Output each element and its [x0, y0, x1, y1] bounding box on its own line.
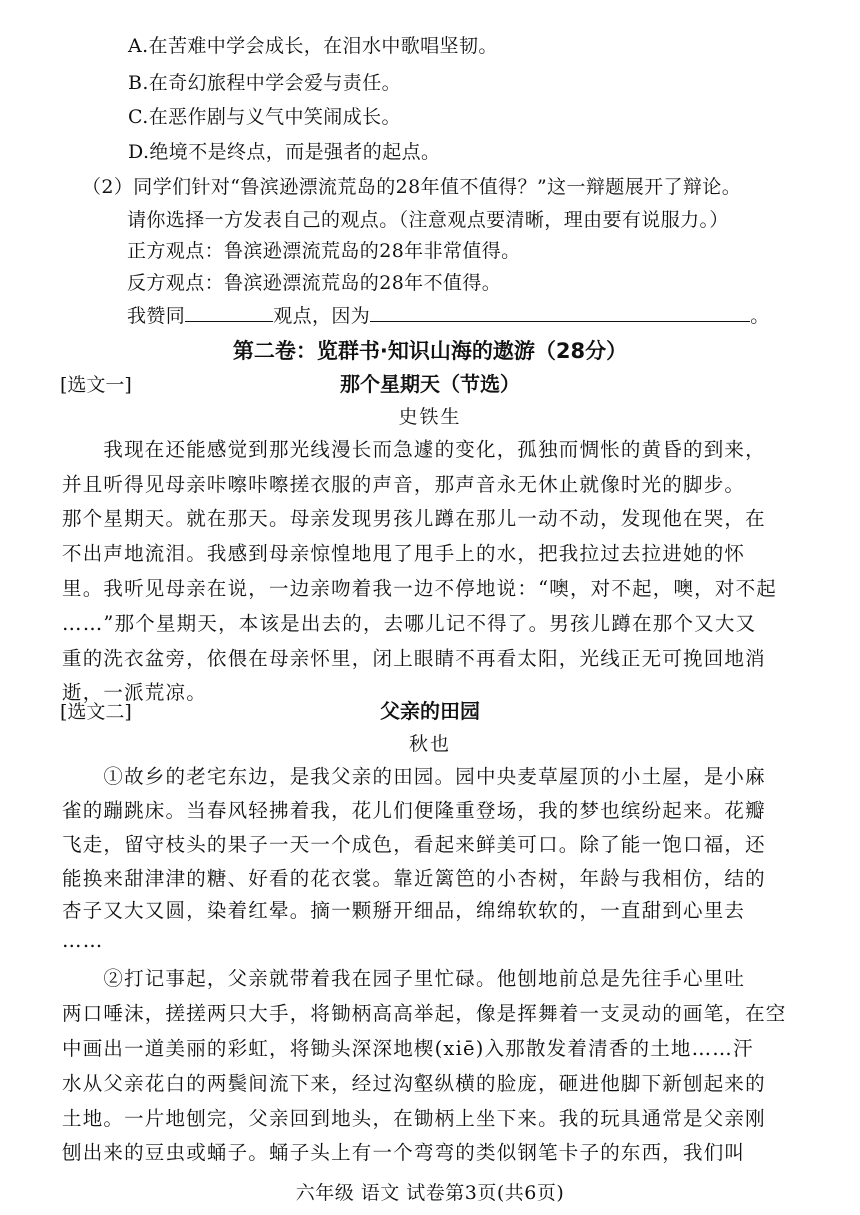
- text1-line: 重的洗衣盆旁，依偎在母亲怀里，闭上眼睛不再看太阳，光线正无可挽回地消: [62, 647, 766, 670]
- text1-line: 那个星期天。就在那天。母亲发现男孩儿蹲在那儿一动不动，发现他在哭，在: [62, 507, 766, 530]
- text2-title: 父亲的田园: [380, 699, 480, 723]
- text2-author: 秋也: [408, 733, 451, 755]
- answer-line: [127, 303, 770, 329]
- text2-para1-line: 雀的蹦跳床。当春风轻拂着我，花儿们便隆重登场，我的梦也缤纷起来。花瓣: [62, 799, 766, 822]
- con-view: 反方观点：鲁滨逊漂流荒岛的28年不值得。: [127, 272, 502, 294]
- question-2-prompt: （2）同学们针对“鲁滨逊漂流荒岛的28年值不值得？”这一辩题展开了辩论。: [82, 176, 742, 198]
- text2-para1-line: 能换来甜津津的糖、好看的花衣裳。靠近篱笆的小杏树，年龄与我相仿，结的: [62, 867, 766, 890]
- agree-end: 。: [750, 305, 770, 327]
- text1-title: 那个星期天（节选）: [340, 372, 520, 396]
- text2-para1-line: 杏子又大又圆，染着红晕。摘一颗掰开细品，绵绵软软的，一直甜到心里去: [62, 899, 746, 922]
- option-b: B.在奇幻旅程中学会爱与责任。: [128, 72, 402, 94]
- text2-para2-line: 土地。一片地刨完，父亲回到地头，在锄柄上坐下来。我的玩具通常是父亲刚: [62, 1107, 766, 1130]
- option-d: D.绝境不是终点，而是强者的起点。: [128, 141, 441, 163]
- text1-line: 不出声地流泪。我感到母亲惊惶地甩了甩手上的水，把我拉过去拉进她的怀: [62, 542, 746, 565]
- text1-line: 并且听得见母亲咔嚓咔嚓搓衣服的声音，那声音永无休止就像时光的脚步。: [62, 473, 746, 496]
- text1-line: 我现在还能感觉到那光线漫长而急遽的变化，孤独而惆怅的黄昏的到来，: [62, 438, 766, 461]
- page-footer: 六年级 语文 试卷第3页(共6页): [295, 1182, 565, 1204]
- question-2-instruction: 请你选择一方发表自己的观点。（注意观点要清晰，理由要有说服力。）: [127, 209, 729, 231]
- pro-view: 正方观点：鲁滨逊漂流荒岛的28年非常值得。: [127, 240, 521, 262]
- text1-line: 逝，一派荒凉。: [62, 681, 207, 704]
- text1-line: ……”那个星期天，本该是出去的，去哪儿记不得了。男孩儿蹲在那个又大又: [62, 612, 757, 635]
- text1-author: 史铁生: [398, 406, 462, 428]
- text2-para1-line: ①故乡的老宅东边，是我父亲的田园。园中央麦草屋顶的小土屋，是小麻: [62, 765, 766, 788]
- option-c: C.在恶作剧与义气中笑闹成长。: [128, 106, 401, 128]
- text2-para2-line: 中画出一道美丽的彩虹，将锄头深深地楔(xiē)入那散发着清香的土地……汗: [62, 1037, 754, 1060]
- text2-para2-line: ②打记事起，父亲就带着我在园子里忙碌。他刨地前总是先往手心里吐: [62, 967, 746, 990]
- text1-line: 里。我听见母亲在说，一边亲吻着我一边不停地说：“噢，对不起，噢，对不起: [62, 577, 777, 600]
- text2-label: [选文二]: [60, 701, 132, 723]
- text2-para1-line: 飞走，留守枝头的果子一天一个成色，看起来鲜美可口。除了能一饱口福，还: [62, 833, 766, 856]
- text1-label: [选文一]: [60, 374, 132, 396]
- text2-para2-line: 水从父亲花白的两鬓间流下来，经过沟壑纵横的脸庞，砸进他脚下新刨起来的: [62, 1072, 766, 1095]
- view-blank[interactable]: [185, 303, 273, 322]
- reason-blank[interactable]: [370, 303, 750, 322]
- text2-para2-line: 刨出来的豆虫或蛹子。蛹子头上有一个弯弯的类似钢笔卡子的东西，我们叫: [62, 1141, 746, 1164]
- section-title: 第二卷：览群书·知识山海的遨游（28分）: [232, 339, 628, 363]
- agree-mid: 观点，因为: [273, 305, 371, 327]
- text2-para2-line: 两口唾沫，搓搓两只大手，将锄柄高高举起，像是挥舞着一支灵动的画笔，在空: [62, 1002, 787, 1025]
- option-a: A.在苦难中学会成长，在泪水中歌唱坚韧。: [128, 35, 498, 57]
- text2-para1-line: ……: [62, 929, 104, 952]
- agree-prefix: 我赞同: [127, 305, 186, 327]
